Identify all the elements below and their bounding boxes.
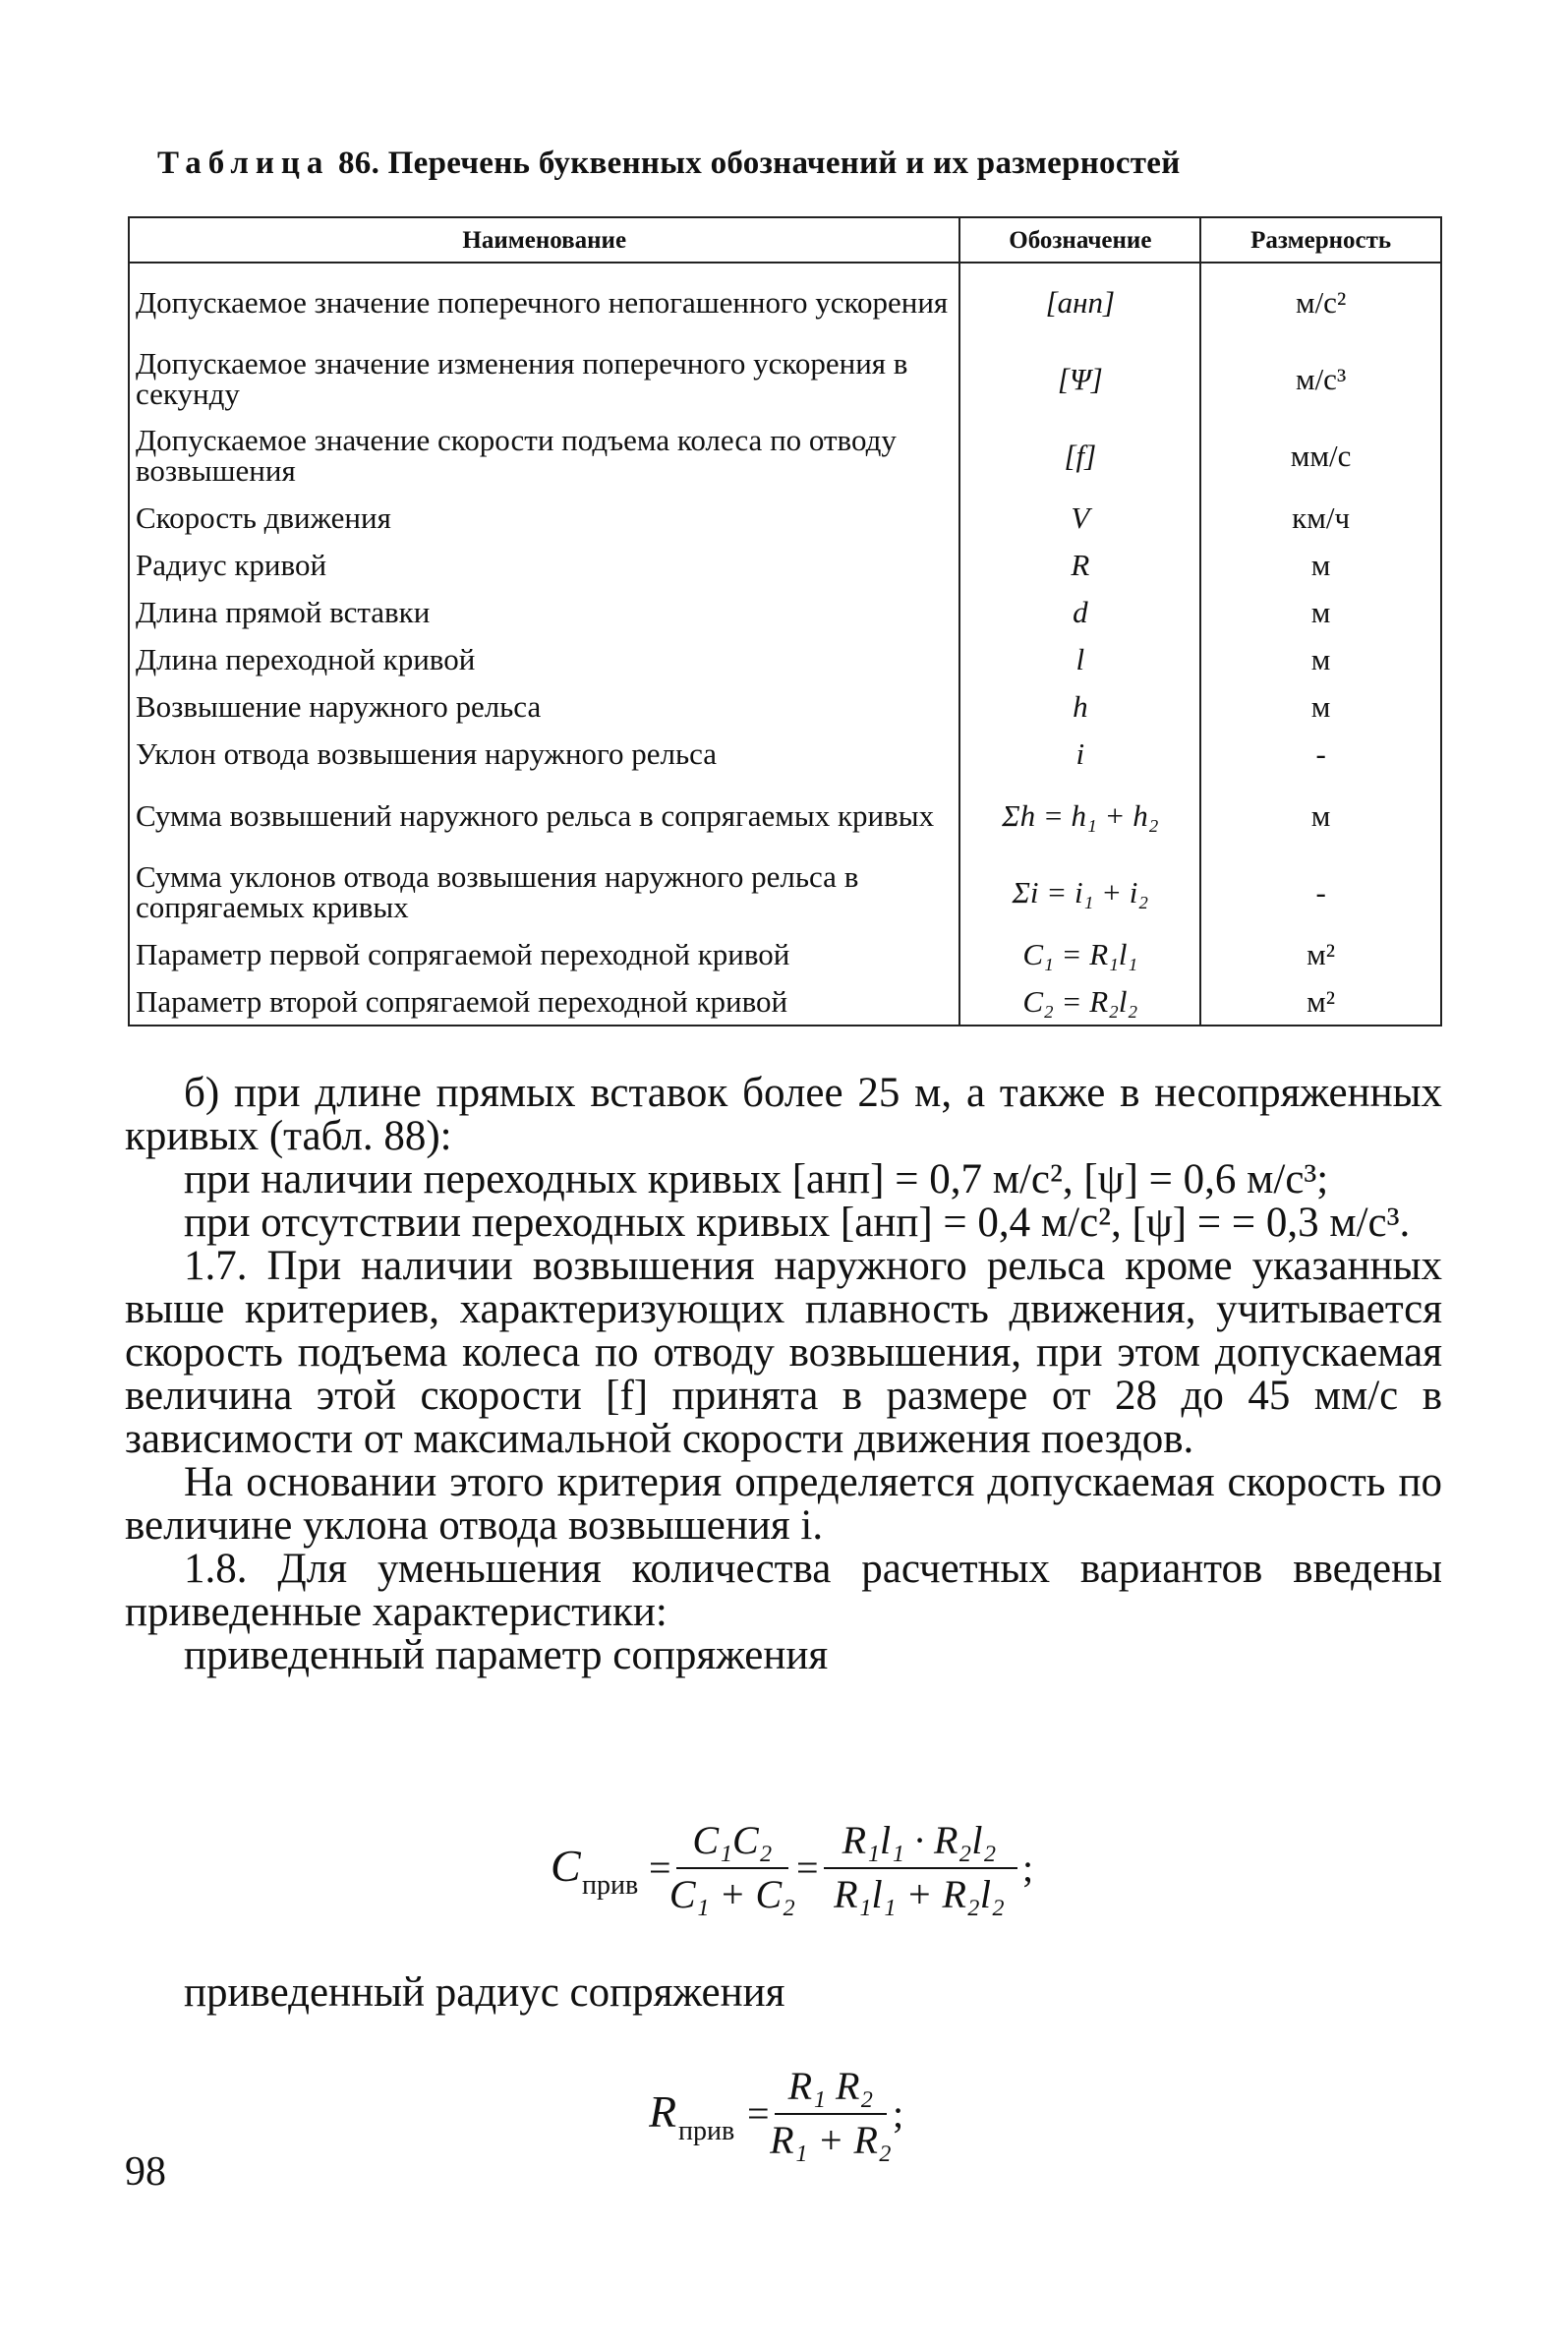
formula2-equals: = — [747, 2091, 770, 2136]
table-row — [129, 777, 1441, 853]
row-symbol: Σh = h₁ + h₂ — [959, 777, 1200, 853]
header-name: Наименование — [129, 217, 959, 263]
row-name: Радиус кривой — [129, 541, 959, 588]
table-row — [129, 263, 1441, 340]
formula2-num: R₁ R₂ — [787, 2064, 874, 2108]
row-symbol: V — [959, 494, 1200, 541]
table-row — [129, 588, 1441, 635]
paragraph: при отсутствии переходных кривых [aнп] = 0,4 м/с², [ψ] = = 0,3 м/с³. — [184, 1200, 1411, 1246]
row-symbol: [f] — [959, 417, 1200, 494]
row-name: Допускаемое значение изменения поперечного ускорения в секунду — [129, 340, 959, 417]
formula2-den: R₁ + R₂ — [770, 2118, 892, 2162]
formula2-lhs: R — [649, 2086, 677, 2137]
row-name: Скорость движения — [129, 494, 959, 541]
row-symbol: R — [959, 541, 1200, 588]
formula-reduced-radius — [649, 2055, 944, 2173]
table-row — [129, 340, 1441, 417]
row-unit: м — [1200, 588, 1441, 635]
paragraph: На основании этого критерия определяется допускаемая скорость по величине уклона отвода возвышения i. — [125, 1459, 1442, 1549]
paragraph: приведенный радиус сопряжения — [184, 1969, 785, 2016]
paragraph: при наличии переходных кривых [aнп] = 0,7 м/с², [ψ] = 0,6 м/с³; — [184, 1156, 1329, 1202]
row-unit: - — [1200, 853, 1441, 930]
row-symbol: i — [959, 730, 1200, 777]
row-name: Параметр второй сопрягаемой переходной кривой — [129, 977, 959, 1026]
formula1-num1: C₁C₂ — [692, 1818, 773, 1862]
table-row — [129, 682, 1441, 730]
formula-reduced-parameter — [551, 1809, 1062, 1927]
formula2-end: ; — [893, 2091, 904, 2136]
row-name: Длина переходной кривой — [129, 635, 959, 682]
row-symbol: [Ψ] — [959, 340, 1200, 417]
paragraph: приведенный параметр сопряжения — [184, 1632, 829, 1678]
row-unit: - — [1200, 730, 1441, 777]
formula1-den2: R₁l₁ + R₂l₂ — [834, 1872, 1005, 1916]
formula1-lhs: C — [551, 1841, 581, 1891]
body-text — [125, 1072, 1442, 1677]
formula1-den1: C₁ + C₂ — [668, 1872, 796, 1916]
formula1-num2: R₁l₁ · R₂l₂ — [842, 1818, 997, 1862]
formula2-lhs-sub: прив — [678, 2116, 735, 2146]
row-unit: км/ч — [1200, 494, 1441, 541]
row-name: Сумма уклонов отвода возвышения наружного рельса в сопрягаемых кривых — [129, 853, 959, 930]
table-caption — [157, 146, 1337, 182]
row-symbol: h — [959, 682, 1200, 730]
row-symbol: [aнп] — [959, 263, 1200, 340]
row-name: Длина прямой вставки — [129, 588, 959, 635]
table-row — [129, 853, 1441, 930]
row-name: Сумма возвышений наружного рельса в сопрягаемых кривых — [129, 777, 959, 853]
row-unit: м — [1200, 682, 1441, 730]
row-unit: м — [1200, 635, 1441, 682]
caption-prefix: Таблица — [157, 146, 330, 181]
row-name: Допускаемое значение скорости подъема колеса по отводу возвышения — [129, 417, 959, 494]
paragraph: 1.7. При наличии возвышения наружного рельса кроме указанных выше критериев, характеризующих плавность движения, учитывается скорость подъема колеса по отводу возвышения, при этом допускаемая величина этой скорости [f] принята в размере от 28 до 45 мм/с в зависимости от максимальной скорости движения поездов. — [125, 1243, 1442, 1462]
table-row — [129, 977, 1441, 1026]
formula1-equals-1: = — [649, 1846, 671, 1890]
row-name: Возвышение наружного рельса — [129, 682, 959, 730]
row-unit: м — [1200, 541, 1441, 588]
row-unit: м² — [1200, 977, 1441, 1026]
row-name: Уклон отвода возвышения наружного рельса — [129, 730, 959, 777]
row-symbol: C₂ = R₂l₂ — [959, 977, 1200, 1026]
formula1-lhs-sub: прив — [582, 1870, 639, 1901]
symbols-table — [128, 216, 1442, 1026]
row-symbol: l — [959, 635, 1200, 682]
row-name: Допускаемое значение поперечного непогашенного ускорения — [129, 263, 959, 340]
formula1-end: ; — [1022, 1846, 1034, 1890]
row-unit: мм/с — [1200, 417, 1441, 494]
table-header-row — [129, 217, 1441, 263]
table-row — [129, 417, 1441, 494]
table-row — [129, 541, 1441, 588]
table-row — [129, 930, 1441, 977]
paragraph: 1.8. Для уменьшения количества расчетных вариантов введены приведенные характеристики: — [125, 1546, 1442, 1635]
table-row — [129, 494, 1441, 541]
header-symbol: Обозначение — [959, 217, 1200, 263]
body-text-2 — [125, 1971, 1442, 2015]
header-unit: Размерность — [1200, 217, 1441, 263]
table-row — [129, 635, 1441, 682]
row-unit: м/с³ — [1200, 340, 1441, 417]
page-number: 98 — [125, 2149, 166, 2195]
row-symbol: C₁ = R₁l₁ — [959, 930, 1200, 977]
row-unit: м² — [1200, 930, 1441, 977]
caption-text: 86. Перечень буквенных обозначений и их размерностей — [337, 146, 1181, 181]
row-unit: м/с² — [1200, 263, 1441, 340]
row-unit: м — [1200, 777, 1441, 853]
row-name: Параметр первой сопрягаемой переходной кривой — [129, 930, 959, 977]
formula1-equals-2: = — [796, 1846, 819, 1890]
row-symbol: d — [959, 588, 1200, 635]
table-row — [129, 730, 1441, 777]
paragraph: б) при длине прямых вставок более 25 м, а также в несопряженных кривых (табл. 88): — [125, 1070, 1442, 1159]
row-symbol: Σi = i₁ + i₂ — [959, 853, 1200, 930]
